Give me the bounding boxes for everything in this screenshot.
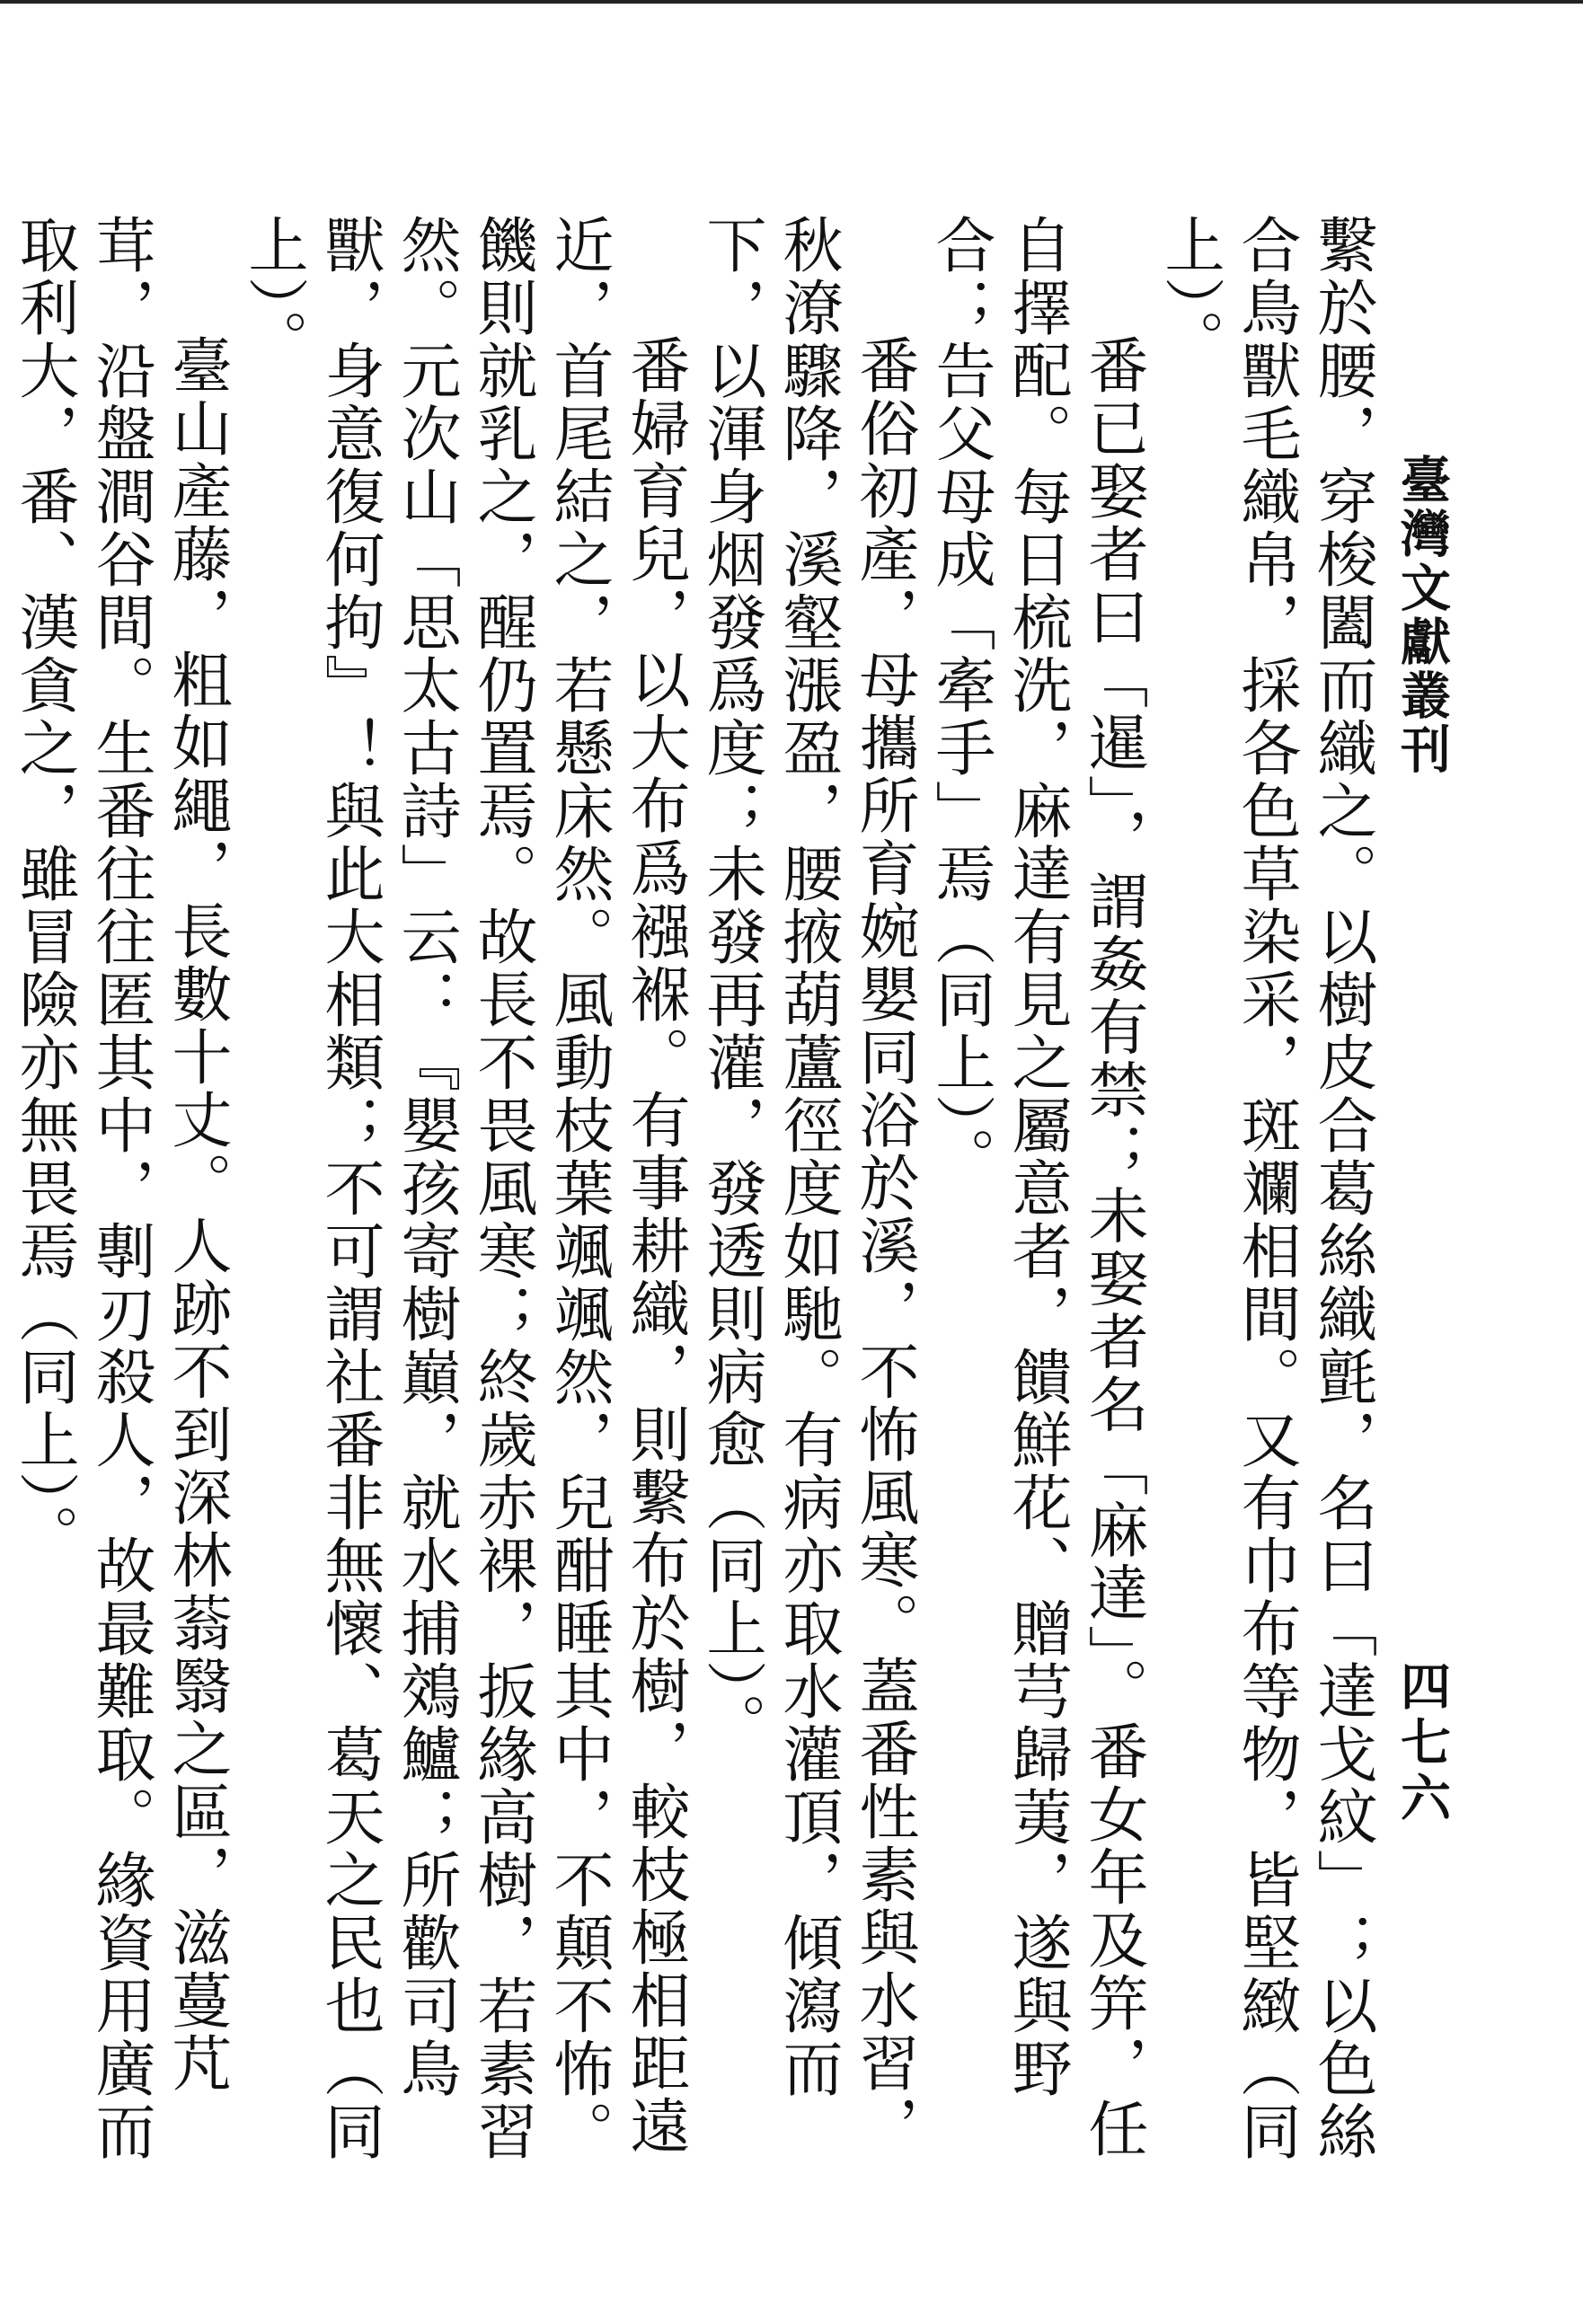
running-title: 臺灣文獻叢刊 (1393, 454, 1452, 777)
paragraph-5: 臺山產藤，粗如繩，長數十丈。人跡不到深林蓊翳之區，滋蔓芃茸，沿盤澗谷間。生番往往匿其中，剸刃殺人，故最難取。緣資用廣而取利大，番、漢貪之，雖冒險亦無畏焉（同上）。 (10, 214, 233, 2163)
paragraph-2: 番已娶者曰「暹」，謂姦有禁；未娶者名「麻達」。番女年及笄，任自擇配。每日梳洗，麻達有見之屬意者，饋鮮花、贈芎歸荑，遂與野合；告父母成「牽手」焉（同上）。 (926, 214, 1149, 2161)
paragraph-1: 繫於腰，穿梭闔而織之。以樹皮合葛絲織氈，名曰「達戈紋」；以色絲合鳥獸毛織帛，採各色草染采，斑斕相間。又有巾布等物，皆堅緻（同上）。 (1155, 214, 1378, 2163)
paragraph-3: 番俗初產，母攜所育婉嬰同浴於溪，不怖風寒。蓋番性素與水習，秋潦驟降，溪壑漲盈，腰掖葫蘆徑度如馳。有病亦取水灌頂，傾瀉而下，以渾身烟發爲度；未發再灌，發透則病愈（同上）。 (697, 214, 920, 2158)
body-text (10, 214, 1381, 2190)
top-border-rule (0, 0, 1583, 4)
page-number: 四七六 (1393, 1660, 1452, 1827)
paragraph-4: 番婦育兒，以大布爲襁褓。有事耕織，則繫布於樹，較枝極相距遠近，首尾結之，若懸床然。風動枝葉颯颯然，兒酣睡其中，不顛不怖。饑則就乳之，醒仍置焉。故長不畏風寒；終歲赤裸，扳緣高樹，若素習然。元次山「思太古詩」云：『嬰孩寄樹巔，就水捕鵁鱸；所歡司鳥獸，身意復何拘』！與此大相類；不可謂社番非無懷、葛天之民也（同上）。 (239, 214, 691, 2163)
